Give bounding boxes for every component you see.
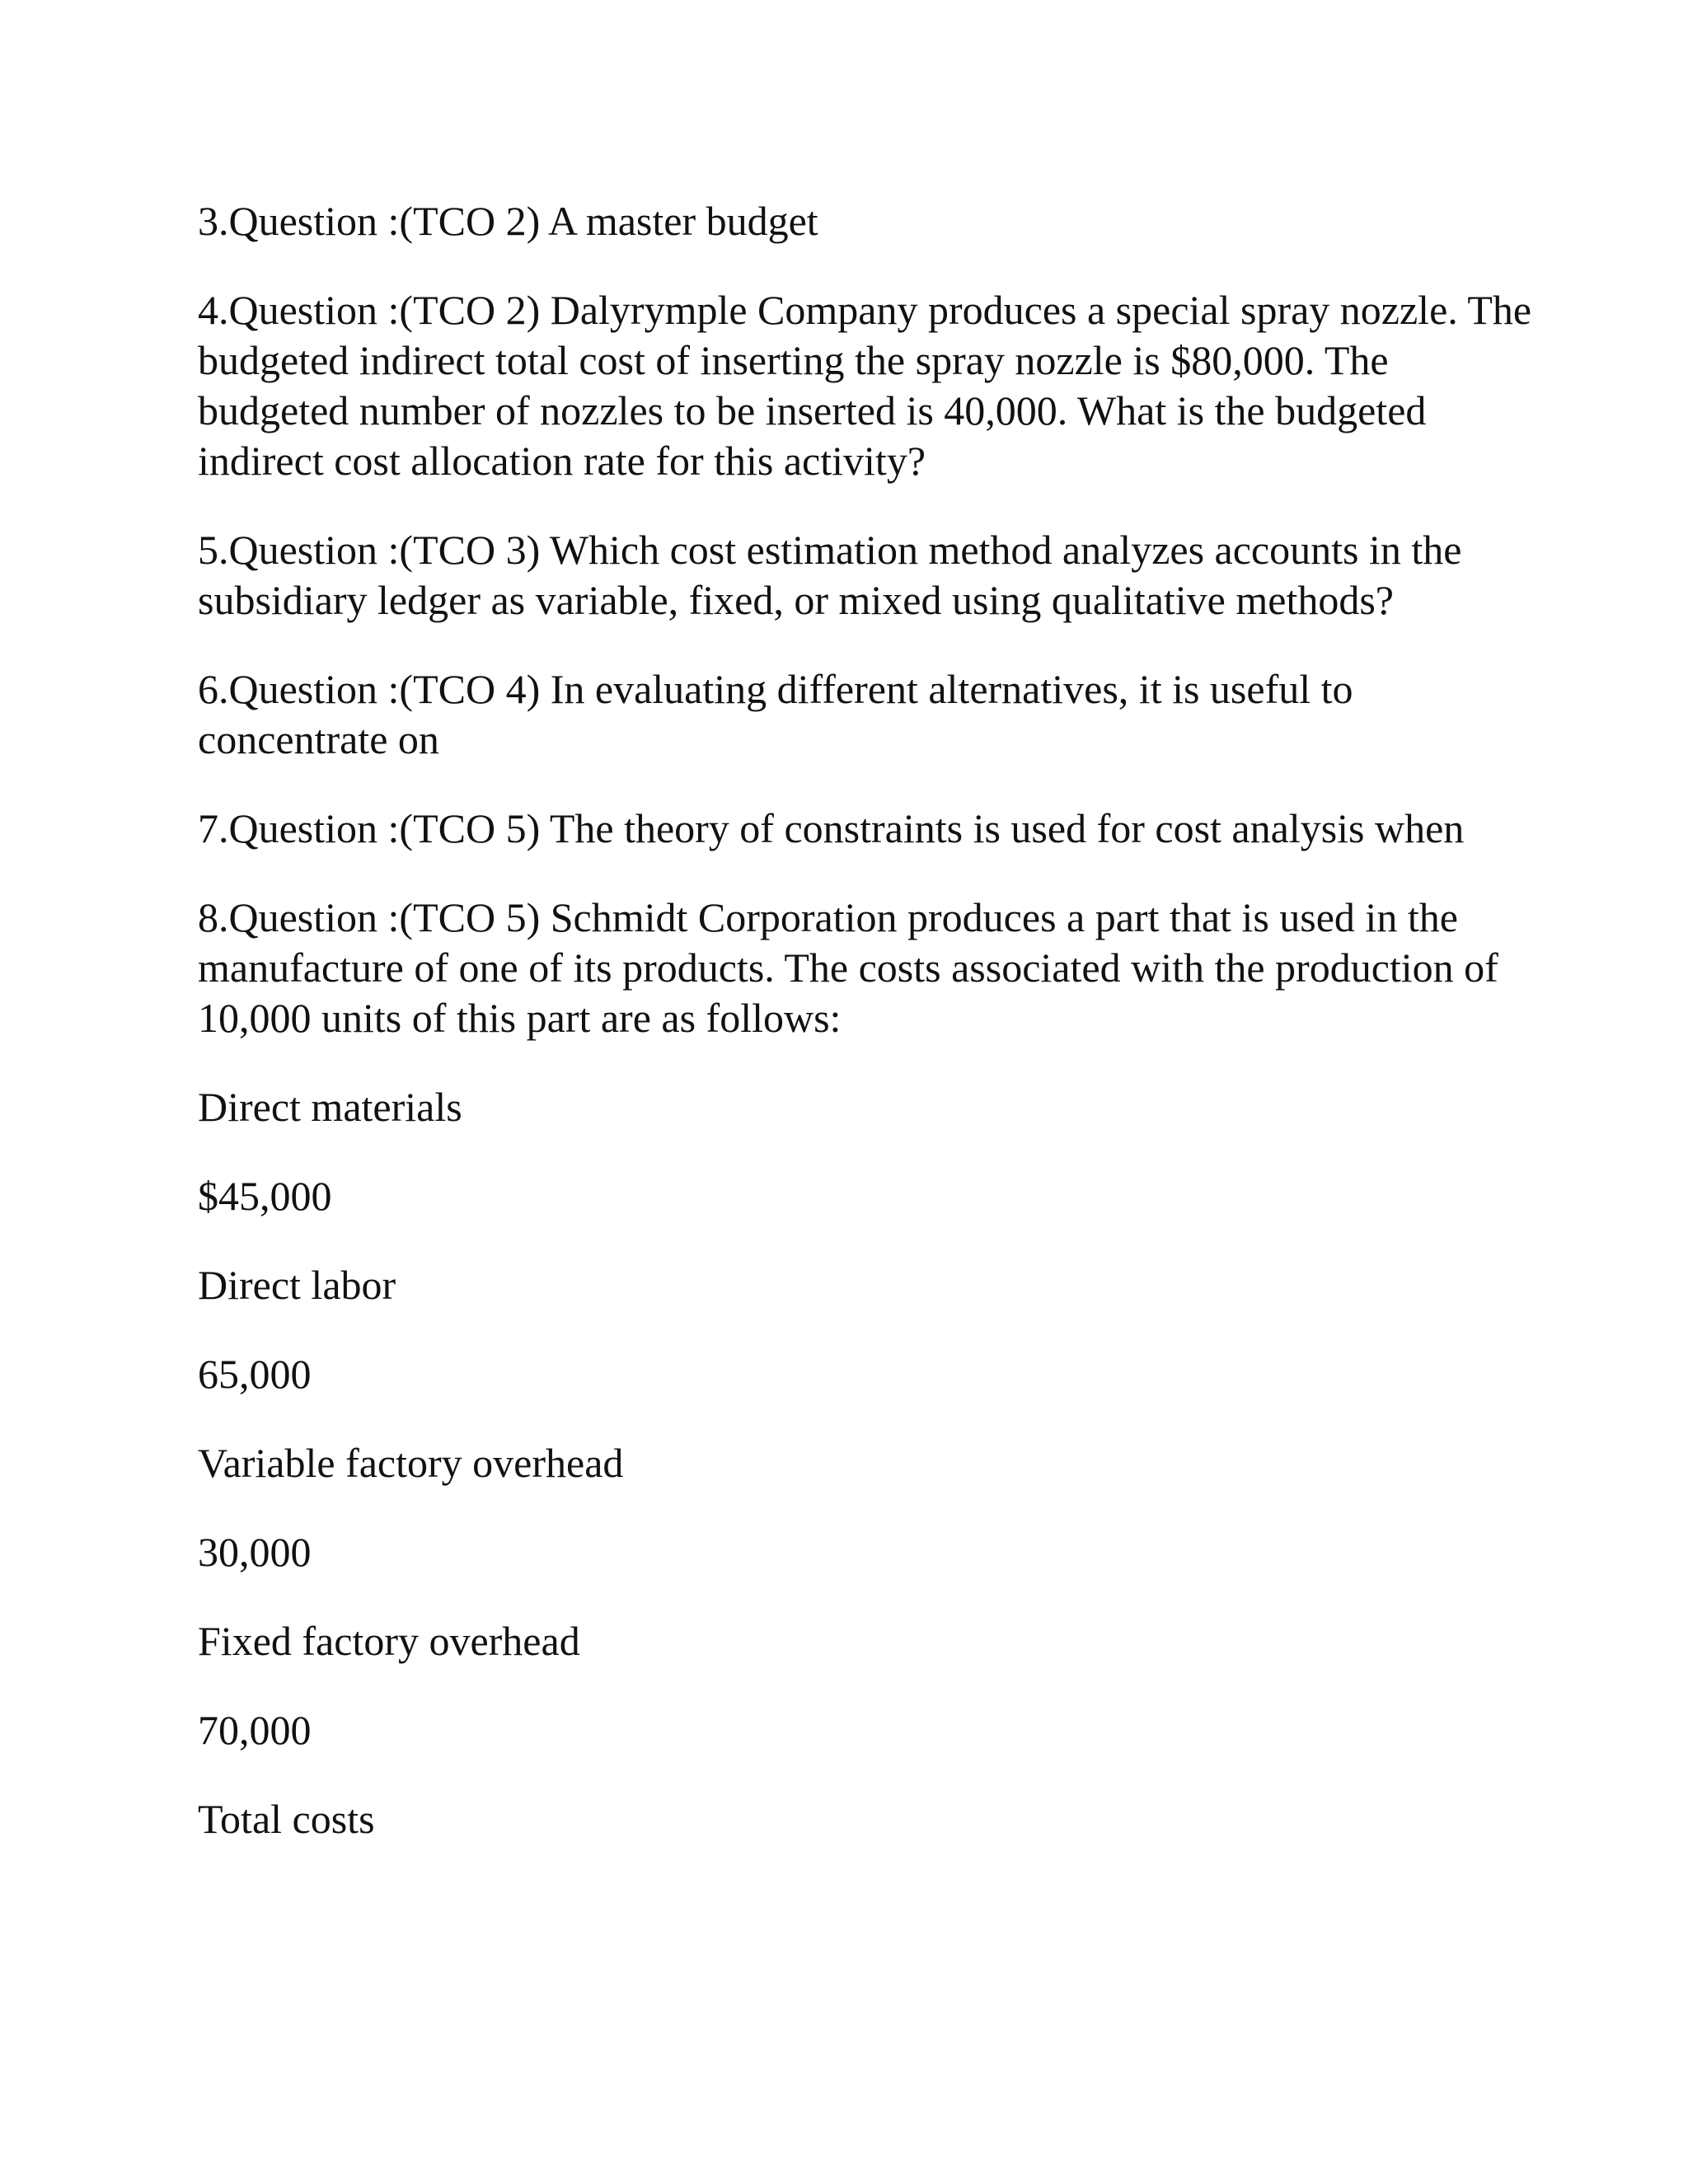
cost-label-variable-overhead: Variable factory overhead	[198, 1440, 624, 1486]
question-5: 5.Question :(TCO 3) Which cost estimation method analyzes accounts in the subsidiary ledger as variable, fixed, or mixed using qualitative methods?	[198, 527, 1462, 623]
document-body	[198, 196, 1533, 1883]
cost-label-direct-materials: Direct materials	[198, 1084, 462, 1130]
question-7: 7.Question :(TCO 5) The theory of constraints is used for cost analysis when	[198, 805, 1465, 851]
cost-value-direct-labor: 65,000	[198, 1351, 312, 1397]
cost-value-fixed-overhead: 70,000	[198, 1707, 312, 1753]
cost-label-direct-labor: Direct labor	[198, 1262, 396, 1308]
cost-label-total-costs: Total costs	[198, 1796, 375, 1842]
cost-value-direct-materials: $45,000	[198, 1173, 332, 1219]
question-6: 6.Question :(TCO 4) In evaluating different alternatives, it is useful to concentrate on	[198, 666, 1353, 762]
cost-value-variable-overhead: 30,000	[198, 1529, 312, 1575]
question-8: 8.Question :(TCO 5) Schmidt Corporation produces a part that is used in the manufacture of one of its products. The costs associated with the production of 10,000 units of this part are as follows:	[198, 894, 1498, 1041]
question-3: 3.Question :(TCO 2) A master budget	[198, 198, 818, 244]
question-4: 4.Question :(TCO 2) Dalyrymple Company produces a special spray nozzle. The budgeted indirect total cost of inserting the spray nozzle is $80,000. The budgeted number of nozzles to be inserted is 40,000. What is the budgeted indirect cost allocation rate for this activity?	[198, 287, 1532, 484]
cost-label-fixed-overhead: Fixed factory overhead	[198, 1618, 580, 1664]
